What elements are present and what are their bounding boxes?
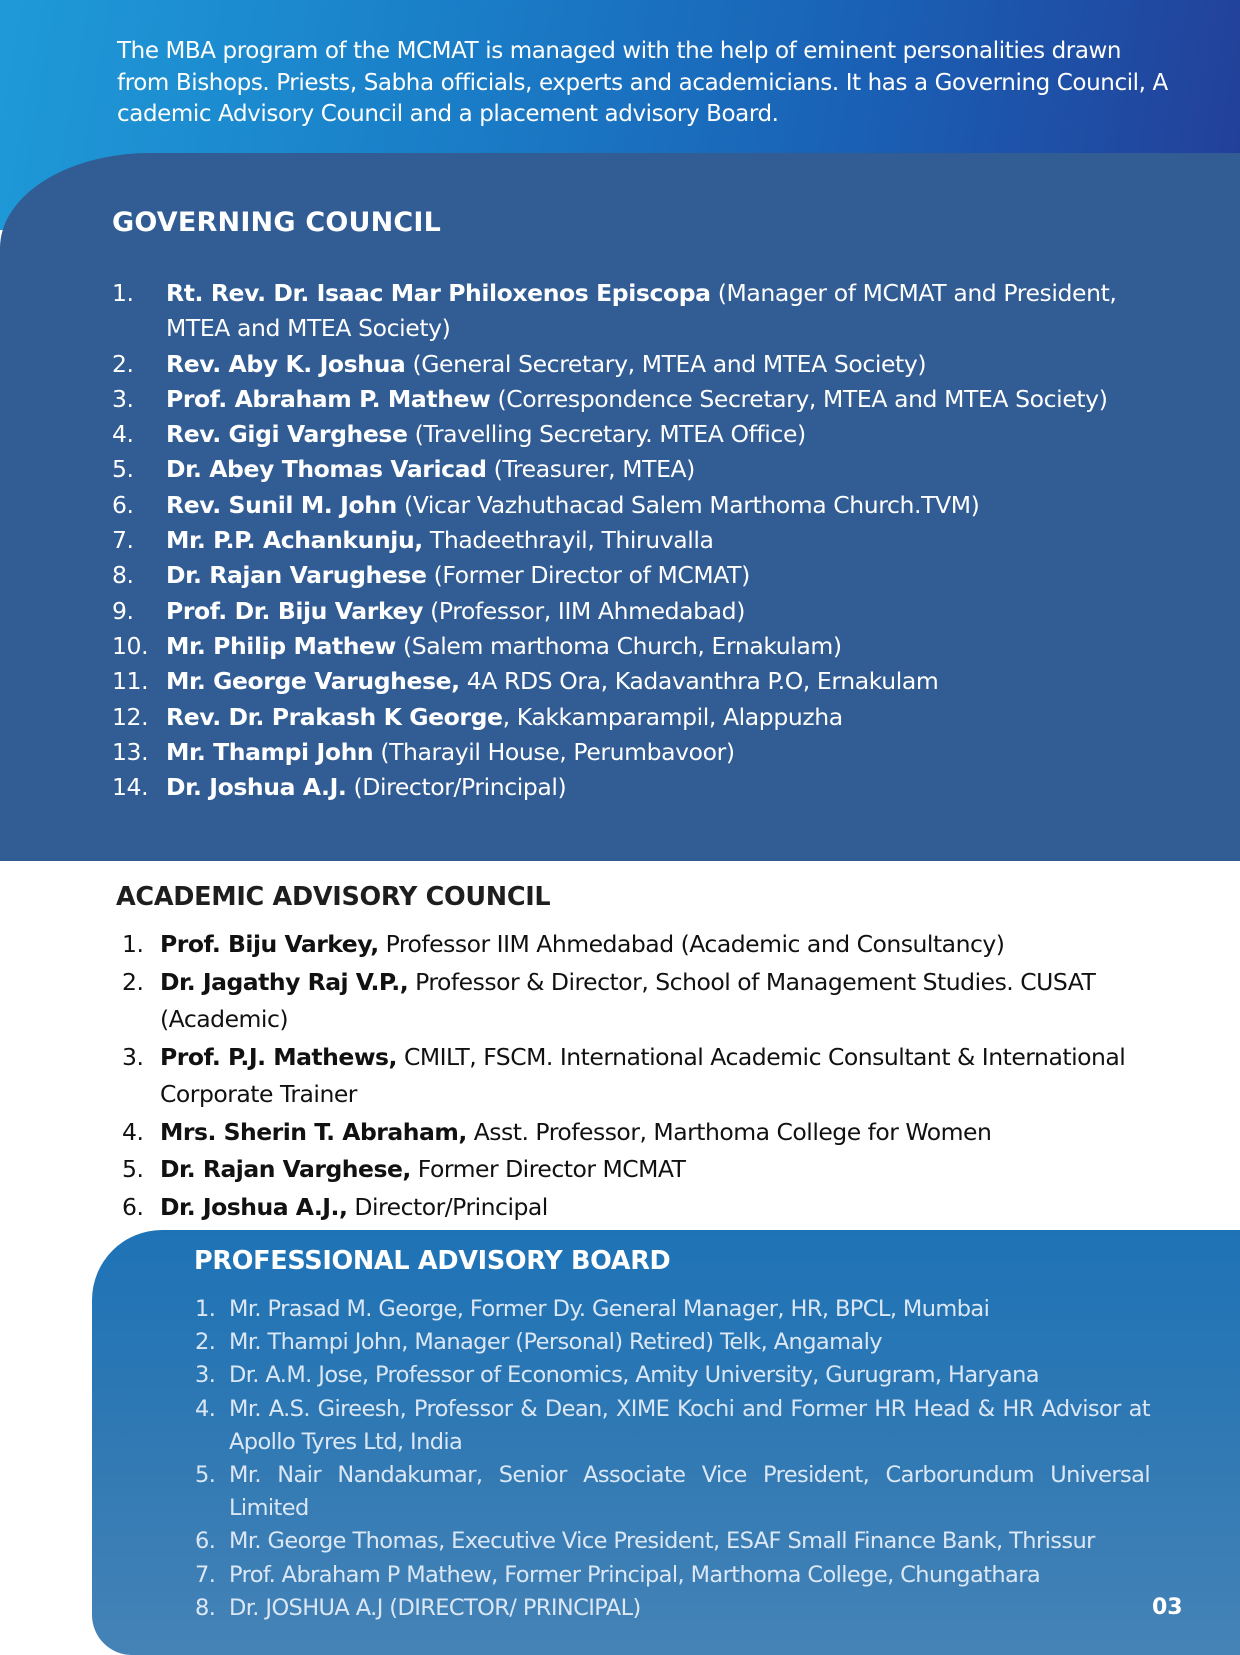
list-item [195, 1293, 1150, 1326]
item-text [160, 964, 1222, 1039]
list-item [122, 1151, 1222, 1189]
list-item [112, 594, 1122, 629]
list-item [195, 1326, 1150, 1359]
member-name: Mr. Thampi John [166, 737, 374, 766]
list-item [195, 1393, 1150, 1459]
member-name: Rt. Rev. Dr. Isaac Mar Philoxenos Episcopa [166, 279, 711, 307]
list-item [112, 417, 1122, 452]
item-text: Mr. A.S. Gireesh, Professor & Dean, XIME Kochi and Former HR Head & HR Advisor at Apollo Tyres Ltd, India [229, 1395, 1150, 1455]
item-text [166, 700, 1122, 735]
professional-board-list [195, 1293, 1150, 1625]
member-name: Mr. Philip Mathew [166, 631, 396, 660]
item-text [160, 1114, 1222, 1152]
item-text: Dr. A.M. Jose, Professor of Economics, Amity University, Gurugram, Haryana [229, 1362, 1039, 1389]
intro-paragraph: The MBA program of the MCMAT is managed with the help of eminent personalities drawn from Bishops. Priests, Sabha officials, experts and academicians. It has a Governing Council, A cademic Advisory Council and a placement advisory Board. [117, 38, 1168, 127]
member-name: Mrs. Sherin T. Abraham, [160, 1117, 467, 1146]
member-detail: Professor IIM Ahmedabad (Academic and Consultancy) [378, 930, 1005, 958]
item-number: 8. [112, 561, 134, 590]
member-detail: (Treasurer, MTEA) [486, 455, 695, 484]
item-number: 5. [195, 1462, 216, 1489]
academic-council-list [122, 926, 1222, 1226]
item-number: 2. [122, 967, 144, 996]
item-number: 11. [112, 667, 149, 696]
item-number: 2. [195, 1329, 216, 1356]
member-name: Rev. Dr. Prakash K George [166, 702, 503, 731]
item-text: Mr. Thampi John, Manager (Personal) Retired) Telk, Angamaly [229, 1329, 882, 1356]
item-number: 3. [122, 1042, 144, 1071]
item-text [166, 417, 1122, 452]
member-name: Mr. P.P. Achankunju, [166, 526, 423, 555]
member-detail: (Former Director of MCMAT) [426, 561, 750, 590]
list-item [195, 1592, 1150, 1625]
item-number: 6. [122, 1192, 144, 1221]
item-number: 3. [195, 1362, 216, 1389]
member-name: Prof. Biju Varkey, [160, 930, 379, 958]
list-item [112, 629, 1122, 664]
item-number: 8. [195, 1594, 216, 1621]
item-text: Dr. JOSHUA A.J (DIRECTOR/ PRINCIPAL) [229, 1594, 641, 1621]
item-number: 1. [112, 279, 134, 307]
item-text: Mr. George Thomas, Executive Vice President, ESAF Small Finance Bank, Thrissur [229, 1528, 1095, 1555]
member-detail: (Director/Principal) [346, 773, 567, 802]
item-text [166, 594, 1122, 629]
item-number: 1. [122, 930, 144, 958]
item-text [166, 558, 1122, 593]
list-item [195, 1559, 1150, 1592]
item-number: 12. [112, 702, 149, 731]
item-number: 4. [112, 420, 134, 449]
member-detail: (Correspondence Secretary, MTEA and MTEA Society) [490, 384, 1108, 413]
list-item [195, 1459, 1150, 1525]
member-name: Dr. Joshua A.J. [166, 773, 347, 802]
member-name: Dr. Rajan Varghese, [160, 1155, 411, 1183]
item-text [160, 1189, 1222, 1227]
member-detail: (Professor, IIM Ahmedabad) [423, 596, 745, 625]
member-name: Prof. Abraham P. Mathew [166, 384, 491, 413]
item-number: 10. [112, 631, 149, 660]
member-name: Dr. Rajan Varughese [166, 561, 427, 590]
list-item [112, 770, 1122, 805]
item-number: 7. [112, 526, 134, 555]
item-number: 2. [112, 349, 134, 378]
member-name: Dr. Joshua A.J., [160, 1192, 348, 1221]
member-name: Rev. Gigi Varghese [166, 420, 408, 449]
item-number: 6. [195, 1528, 216, 1555]
item-text [166, 735, 1122, 770]
list-item [122, 1189, 1222, 1227]
list-item [195, 1359, 1150, 1392]
item-text: Mr. Nair Nandakumar, Senior Associate Vice President, Carborundum Universal Limited [229, 1462, 1150, 1522]
item-number: 9. [112, 596, 134, 625]
item-text [166, 276, 1122, 347]
item-text [160, 1039, 1222, 1114]
member-name: Rev. Aby K. Joshua [166, 349, 406, 378]
member-detail: Former Director MCMAT [410, 1155, 686, 1183]
member-name: Prof. Dr. Biju Varkey [166, 596, 423, 625]
item-text [160, 1151, 1222, 1189]
list-item [112, 558, 1122, 593]
item-number: 4. [122, 1117, 144, 1146]
member-detail: Director/Principal [347, 1192, 548, 1221]
list-item [112, 664, 1122, 699]
list-item [122, 1114, 1222, 1152]
member-name: Rev. Sunil M. John [166, 490, 397, 519]
academic-council-title: ACADEMIC ADVISORY COUNCIL [116, 882, 551, 912]
item-number: 4. [195, 1395, 216, 1422]
item-number: 6. [112, 490, 134, 519]
item-text [166, 452, 1122, 487]
list-item [112, 523, 1122, 558]
item-number: 5. [112, 455, 134, 484]
item-number: 3. [112, 384, 134, 413]
member-name: Prof. P.J. Mathews, [160, 1042, 397, 1071]
member-detail: CMILT, FSCM. International Academic Consultant & International Corporate Trainer [160, 1042, 1126, 1108]
member-detail: (General Secretary, MTEA and MTEA Society) [405, 349, 927, 378]
list-item [112, 735, 1122, 770]
governing-council-title: GOVERNING COUNCIL [112, 207, 442, 238]
list-item [112, 488, 1122, 523]
member-detail: Professor & Director, School of Management Studies. CUSAT (Academic) [160, 967, 1096, 1033]
list-item [112, 452, 1122, 487]
member-name: Dr. Abey Thomas Varicad [166, 455, 487, 484]
list-item [122, 1039, 1222, 1114]
item-text [166, 770, 1122, 805]
item-text [166, 382, 1122, 417]
item-number: 14. [112, 773, 149, 802]
list-item [112, 700, 1122, 735]
item-number: 5. [122, 1155, 144, 1183]
item-number: 7. [195, 1561, 216, 1588]
list-item [112, 276, 1122, 347]
item-text [166, 664, 1122, 699]
item-number: 1. [195, 1296, 216, 1322]
member-detail: (Travelling Secretary. MTEA Office) [407, 420, 806, 449]
list-item [122, 926, 1222, 964]
item-text [166, 523, 1122, 558]
item-text [166, 347, 1122, 382]
item-text: Prof. Abraham P Mathew, Former Principal, Marthoma College, Chungathara [229, 1561, 1041, 1588]
page-number: 03 [1152, 1595, 1183, 1620]
item-text: Mr. Prasad M. George, Former Dy. General Manager, HR, BPCL, Mumbai [229, 1296, 990, 1322]
list-item [195, 1525, 1150, 1558]
member-detail: (Salem marthoma Church, Ernakulam) [395, 631, 842, 660]
professional-board-title: PROFESSIONAL ADVISORY BOARD [194, 1246, 671, 1276]
member-name: Dr. Jagathy Raj V.P., [160, 967, 409, 996]
list-item [112, 382, 1122, 417]
item-text [166, 629, 1122, 664]
member-detail: 4A RDS Ora, Kadavanthra P.O, Ernakulam [459, 667, 939, 696]
member-detail: (Tharayil House, Perumbavoor) [373, 737, 735, 766]
member-detail: (Manager of MCMAT and President, MTEA and MTEA Society) [166, 279, 1117, 343]
list-item [122, 964, 1222, 1039]
item-number: 13. [112, 737, 149, 766]
item-text [166, 488, 1122, 523]
member-detail: Asst. Professor, Marthoma College for Women [466, 1117, 992, 1146]
governing-council-list [112, 276, 1122, 805]
member-detail: (Vicar Vazhuthacad Salem Marthoma Church.TVM) [396, 490, 980, 519]
list-item [112, 347, 1122, 382]
member-detail: , Kakkamparampil, Alappuzha [502, 702, 843, 731]
item-text [160, 926, 1222, 964]
member-name: Mr. George Varughese, [166, 667, 460, 696]
member-detail: Thadeethrayil, Thiruvalla [422, 526, 714, 555]
